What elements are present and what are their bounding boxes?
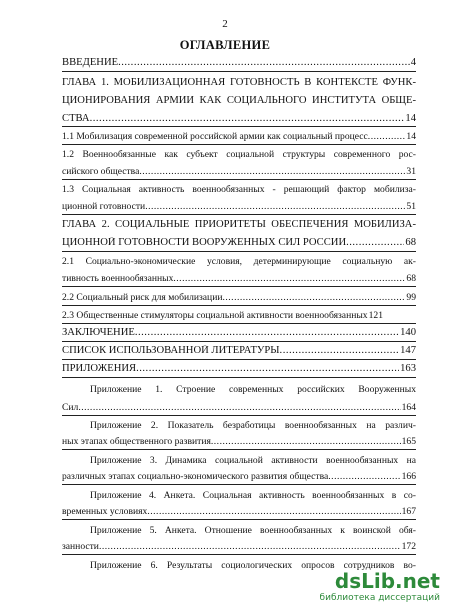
dslib-watermark [310, 569, 440, 609]
toc-rule [62, 377, 416, 378]
toc-entry-appendix2-line2[interactable] [62, 436, 416, 448]
toc-rule [62, 126, 416, 127]
toc-entry-2-3[interactable] [62, 310, 416, 322]
toc-entry-appendix1-line2[interactable] [62, 402, 416, 414]
toc-rule [62, 214, 416, 215]
toc-rule [62, 519, 416, 520]
toc-leader-dots [90, 113, 405, 125]
toc-entry-2-1-line1[interactable]: 2.1 Социально-экономические условия, детерминирующие социальную ак- [62, 256, 416, 267]
toc-leader-dots [118, 57, 410, 69]
toc-rule [62, 341, 416, 342]
toc-entry-title: 2.3 Общественные стимуляторы социальной активности военнообязанных [62, 310, 368, 321]
toc-entry-page: 147 [400, 345, 416, 356]
toc-entry-title: ВВЕДЕНИЕ [62, 57, 119, 68]
toc-entry-appendix5-line2[interactable] [62, 541, 416, 553]
toc-leader-dots [145, 201, 405, 213]
toc-entry-appendix4-line1[interactable]: Приложение 4. Анкета. Социальная активность военнообязанных в со- [90, 490, 416, 501]
toc-entry-page: 172 [401, 541, 416, 552]
toc-leader-dots [346, 237, 404, 249]
toc-entry-appendix4-line2[interactable] [62, 506, 416, 518]
toc-rule [62, 179, 416, 180]
page-number: 2 [222, 18, 228, 30]
toc-entry-1-1[interactable] [62, 131, 416, 143]
toc-entry-title: временных условиях [62, 506, 148, 517]
toc-entry-appendix3-line1[interactable]: Приложение 3. Динамика социальной активности военнообязанных на [90, 455, 416, 466]
toc-leader-dots [135, 327, 399, 339]
toc-entry-page: 140 [400, 327, 416, 338]
toc-rule [62, 415, 416, 416]
toc-entry-page: 167 [401, 506, 416, 517]
toc-entry-page: 51 [406, 201, 416, 212]
dslib-logo-suffix: .net [395, 569, 440, 593]
toc-entry-page: 121 [368, 310, 383, 321]
toc-leader-dots [328, 471, 400, 483]
toc-rule [62, 144, 416, 145]
toc-entry-1-2-line2[interactable] [62, 166, 416, 178]
toc-entry-title: ПРИЛОЖЕНИЯ [62, 363, 137, 374]
toc-leader-dots [147, 506, 400, 518]
toc-entry-title: сийского общества [62, 166, 140, 177]
toc-rule [62, 323, 416, 324]
toc-rule [62, 554, 416, 555]
toc-entry-2-1-line2[interactable] [62, 273, 416, 285]
toc-rule [62, 71, 416, 72]
toc-entry-introduction[interactable] [62, 57, 416, 69]
toc-rule [62, 359, 416, 360]
toc-entry-page: 14 [406, 131, 416, 142]
toc-entry-page: 165 [401, 436, 416, 447]
toc-rule [62, 305, 416, 306]
toc-entry-page: 164 [401, 402, 416, 413]
toc-entry-1-3-line2[interactable] [62, 201, 416, 213]
toc-entry-1-2-line1[interactable]: 1.2 Военнообязанные как субъект социальной структуры современного рос- [62, 149, 416, 160]
toc-rule [62, 286, 416, 287]
dslib-logo-text: dsLib [334, 569, 396, 593]
toc-entry-appendix5-line1[interactable]: Приложение 5. Анкета. Отношение военнообязанных к воинской обя- [90, 525, 416, 536]
toc-entry-2-2[interactable] [62, 292, 416, 304]
toc-entry-chapter1-line2[interactable]: ЦИОНИРОВАНИЯ АРМИИ КАК СОЦИАЛЬНОГО ИНСТИТУТА ОБЩЕ- [62, 95, 416, 106]
toc-entry-title: различных этапах социально-экономического развития общества [62, 471, 329, 482]
toc-entry-page: 166 [401, 471, 416, 482]
toc-entry-title: СПИСОК ИСПОЛЬЗОВАННОЙ ЛИТЕРАТУРЫ [62, 345, 280, 356]
dslib-subtitle: библиотека диссертаций [319, 593, 440, 603]
toc-entry-page: 99 [406, 292, 416, 303]
toc-entry-page: 14 [405, 113, 416, 124]
toc-entry-title: ционной готовности [62, 201, 146, 212]
toc-entry-appendix1-line1[interactable]: Приложение 1. Строение современных российских Вооруженных [90, 384, 416, 395]
toc-entry-appendix2-line1[interactable]: Приложение 2. Показатель безработицы военнообязанных на различ- [90, 420, 416, 431]
toc-entry-title: Сил [62, 402, 79, 413]
toc-leader-dots [368, 131, 406, 143]
toc-entry-chapter1-line1[interactable]: ГЛАВА 1. МОБИЛИЗАЦИОННАЯ ГОТОВНОСТЬ В КОНТЕКСТЕ ФУНК- [62, 77, 416, 88]
toc-entry-title: СТВА [62, 113, 90, 124]
toc-entry-chapter2-line2[interactable] [62, 237, 416, 249]
toc-rule [62, 251, 416, 252]
toc-entry-title: ЦИОННОЙ ГОТОВНОСТИ ВООРУЖЕННЫХ СИЛ РОССИИ [62, 237, 347, 248]
toc-entry-1-3-line1[interactable]: 1.3 Социальная активность военнообязанных - решающий фактор мобилиза- [62, 184, 416, 195]
toc-entry-page: 163 [400, 363, 416, 374]
toc-entry-title: занности [62, 541, 99, 552]
toc-leader-dots [78, 402, 400, 414]
toc-leader-dots [173, 273, 405, 285]
toc-entry-title: тивность военнообязанных [62, 273, 174, 284]
toc-entry-page: 4 [410, 57, 416, 68]
toc-entry-title: ЗАКЛЮЧЕНИЕ [62, 327, 135, 338]
toc-entry-chapter1-line3[interactable] [62, 113, 416, 125]
toc-entry-title: 1.1 Мобилизация современной российской армии как социальный процесс [62, 131, 368, 142]
toc-leader-dots [280, 345, 400, 357]
toc-entry-chapter2-line1[interactable]: ГЛАВА 2. СОЦИАЛЬНЫЕ ПРИОРИТЕТЫ ОБЕСПЕЧЕНИЯ МОБИЛИЗА- [62, 219, 416, 230]
toc-entry-appendices[interactable] [62, 363, 416, 375]
toc-entry-appendix6-line1[interactable]: Приложение 6. Результаты социологических опросов сотрудников во- [90, 560, 416, 571]
toc-leader-dots [222, 292, 405, 304]
toc-rule [62, 449, 416, 450]
toc-rule [62, 484, 416, 485]
toc-entry-bibliography[interactable] [62, 345, 416, 357]
toc-heading: ОГЛАВЛЕНИЕ [179, 38, 271, 52]
dslib-logo [310, 569, 440, 593]
toc-leader-dots [139, 166, 405, 178]
toc-leader-dots [136, 363, 399, 375]
toc-entry-title: 2.2 Социальный риск для мобилизации [62, 292, 223, 303]
toc-entry-page: 68 [406, 273, 416, 284]
toc-entry-page: 68 [405, 237, 416, 248]
toc-entry-page: 31 [406, 166, 416, 177]
toc-leader-dots [211, 436, 401, 448]
toc-leader-dots [99, 541, 401, 553]
toc-entry-conclusion[interactable] [62, 327, 416, 339]
toc-entry-appendix3-line2[interactable] [62, 471, 416, 483]
toc-entry-title: ных этапах общественного развития [62, 436, 211, 447]
